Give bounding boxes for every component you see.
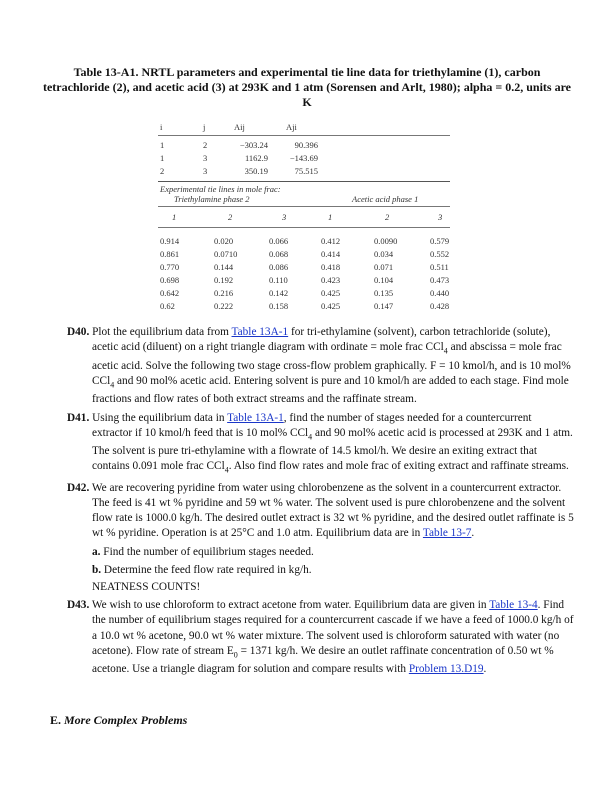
tie-col-3b: 3 bbox=[438, 212, 443, 222]
tie-cell: 0.423 bbox=[321, 275, 341, 285]
tie-cell: 0.020 bbox=[214, 236, 234, 246]
params-cell: 3 bbox=[203, 153, 208, 163]
tie-cell: 0.135 bbox=[374, 288, 394, 298]
tie-cell: 0.425 bbox=[321, 288, 341, 298]
tie-cell: 0.698 bbox=[160, 275, 180, 285]
tie-cell: 0.418 bbox=[321, 262, 341, 272]
tie-col-1b: 1 bbox=[328, 212, 333, 222]
tie-subheader-rule bbox=[158, 206, 450, 207]
tie-cell: 0.642 bbox=[160, 288, 180, 298]
params-cell: 1 bbox=[160, 153, 165, 163]
params-cell: 75.515 bbox=[294, 166, 318, 176]
tie-cell: 0.412 bbox=[321, 236, 341, 246]
tie-title: Experimental tie lines in mole frac: bbox=[160, 184, 281, 194]
tie-cell: 0.222 bbox=[214, 301, 234, 311]
problem-label: D43. bbox=[67, 599, 90, 612]
problem-label: D41. bbox=[67, 411, 90, 424]
tie-cell: 0.104 bbox=[374, 275, 394, 285]
problem-label: D42. bbox=[67, 481, 90, 494]
problem-d42: D42. We are recovering pyridine from water using chlorobenzene as the solvent in a countercurrent extractor. The feed is 41 wt % pyridine and 59 wt % water. The solvent used is pure chlorobenzene and the solvent flow rate is 1000.0 kg/h. The desired outlet extract is 32 wt % pyridine, and the desired outlet raffinate is 5 wt % pyridine. Operation is at 25°C and 1.0 atm. Equilibrium data are in Table 13-7. bbox=[67, 481, 574, 540]
problem-d42-part-a: a. Find the number of equilibrium stages needed. bbox=[92, 545, 314, 558]
link-table-13-7[interactable]: Table 13-7 bbox=[422, 527, 472, 540]
params-cell: 90.396 bbox=[294, 140, 318, 150]
params-cell: 1 bbox=[160, 140, 165, 150]
params-header-aji: Aji bbox=[286, 122, 297, 132]
table-caption: Table 13-A1. NRTL parameters and experimental tie line data for triethylamine (1), carbon tetrachloride (2), and acetic acid (3) at 293K and 1 atm (Sorensen and Arlt, 1980); alpha = 0.2, units are K bbox=[42, 65, 572, 109]
problem-list bbox=[46, 325, 574, 678]
params-header-aij: Aij bbox=[234, 122, 245, 132]
tie-cell: 0.511 bbox=[430, 262, 449, 272]
tie-cell: 0.62 bbox=[160, 301, 175, 311]
link-table-13-4[interactable]: Table 13-4 bbox=[489, 599, 538, 612]
tie-col-3a: 3 bbox=[282, 212, 287, 222]
params-cell: 2 bbox=[203, 140, 208, 150]
tie-cell: 0.770 bbox=[160, 262, 180, 272]
tie-top-rule bbox=[158, 181, 450, 182]
tie-cell: 0.192 bbox=[214, 275, 234, 285]
params-cell: 1162.9 bbox=[244, 153, 268, 163]
problem-d41: D41. Using the equilibrium data in Table 13A-1, find the number of stages needed for a countercurrent extractor if 10 kmol/h feed that is 10 mol% CCl$_4$ and 90 mol% acetic acid is processed at 293K and 1 atm. The solvent is pure tri-ethylamine with a flowrate of 14.5 kmol/h. We desire an exiting extract that contains 0.091 mole frac CCl$_4$. Also find flow rates and mole frac of exiting extract and raffinate streams. bbox=[67, 411, 573, 475]
tie-header-rule bbox=[158, 227, 450, 228]
tie-cell: 0.068 bbox=[269, 249, 289, 259]
tie-cell: 0.861 bbox=[160, 249, 180, 259]
params-header-i: i bbox=[160, 122, 163, 132]
tie-cell: 0.0710 bbox=[214, 249, 238, 259]
params-cell: 3 bbox=[203, 166, 208, 176]
problem-d40: D40. Plot the equilibrium data from Table 13A-1 for tri-ethylamine (solvent), carbon tetrachloride (solute), acetic acid (diluent) on a right triangle diagram with ordinate = mole frac CCl$_4$ and abscissa = mole frac acetic acid. Solve the following two stage cross-flow problem graphically. F = 10 kmol/h, and is 10 mol% CCl$_4$ and 90 mol% acetic acid. Entering solvent is pure and 10 kmol/h are added to each stage. Find mole fractions and flow rates of both extract streams and the raffinate stream. bbox=[67, 326, 571, 406]
problem-label: D40. bbox=[67, 326, 90, 338]
tie-cell: 0.110 bbox=[269, 275, 288, 285]
tie-cell: 0.158 bbox=[269, 301, 289, 311]
tie-cell: 0.414 bbox=[321, 249, 341, 259]
link-problem-13-d19[interactable]: Problem 13.D19 bbox=[408, 663, 484, 676]
tie-cell: 0.142 bbox=[269, 288, 289, 298]
tie-cell: 0.579 bbox=[430, 236, 450, 246]
section-heading: E. More Complex Problems bbox=[50, 713, 188, 727]
tie-col-1a: 1 bbox=[172, 212, 177, 222]
tie-phase1-label: Acetic acid phase 1 bbox=[352, 194, 419, 204]
tie-cell: 0.0090 bbox=[374, 236, 398, 246]
neatness-note: NEATNESS COUNTS! bbox=[92, 581, 201, 594]
link-table-13a-1[interactable]: Table 13A-1 bbox=[231, 326, 289, 338]
tie-cell: 0.440 bbox=[430, 288, 450, 298]
tie-cell: 0.552 bbox=[430, 249, 450, 259]
tie-cell: 0.425 bbox=[321, 301, 341, 311]
tie-cell: 0.473 bbox=[430, 275, 450, 285]
tie-cell: 0.086 bbox=[269, 262, 289, 272]
params-cell: 2 bbox=[160, 166, 165, 176]
tie-cell: 0.428 bbox=[430, 301, 450, 311]
tie-col-2b: 2 bbox=[385, 212, 390, 222]
tie-cell: 0.147 bbox=[374, 301, 394, 311]
tie-cell: 0.066 bbox=[269, 236, 289, 246]
problem-d43: D43. We wish to use chloroform to extract acetone from water. Equilibrium data are given in Table 13-4. Find the number of equilibrium stages required for a countercurrent cascade if we have a feed of 1000.0 kg/h of a 10.0 wt % acetone, 90.0 wt % water mixture. The solvent used is chloroform saturated with water (no acetone). Flow rate of stream $E_0 = 1371$ kg/h. We desire an outlet raffinate concentration of 0.50 wt % acetone. Use a triangle diagram for solution and compare results with Problem 13.D19. bbox=[67, 599, 574, 676]
tie-cell: 0.914 bbox=[160, 236, 180, 246]
problem-d42-part-b: b. Determine the feed flow rate required in kg/h. bbox=[92, 563, 312, 576]
params-cell: −143.69 bbox=[289, 153, 318, 163]
nrtl-table-figure bbox=[158, 120, 458, 320]
params-header-rule bbox=[158, 135, 450, 136]
tie-col-2a: 2 bbox=[228, 212, 233, 222]
tie-cell: 0.071 bbox=[374, 262, 394, 272]
tie-phase2-label: Triethylamine phase 2 bbox=[174, 194, 250, 204]
tie-cell: 0.216 bbox=[214, 288, 234, 298]
params-header-j: j bbox=[203, 122, 206, 132]
params-cell: 350.19 bbox=[244, 166, 268, 176]
tie-cell: 0.144 bbox=[214, 262, 234, 272]
params-cell: −303.24 bbox=[239, 140, 268, 150]
link-table-13a-1[interactable]: Table 13A-1 bbox=[227, 411, 284, 424]
tie-cell: 0.034 bbox=[374, 249, 394, 259]
